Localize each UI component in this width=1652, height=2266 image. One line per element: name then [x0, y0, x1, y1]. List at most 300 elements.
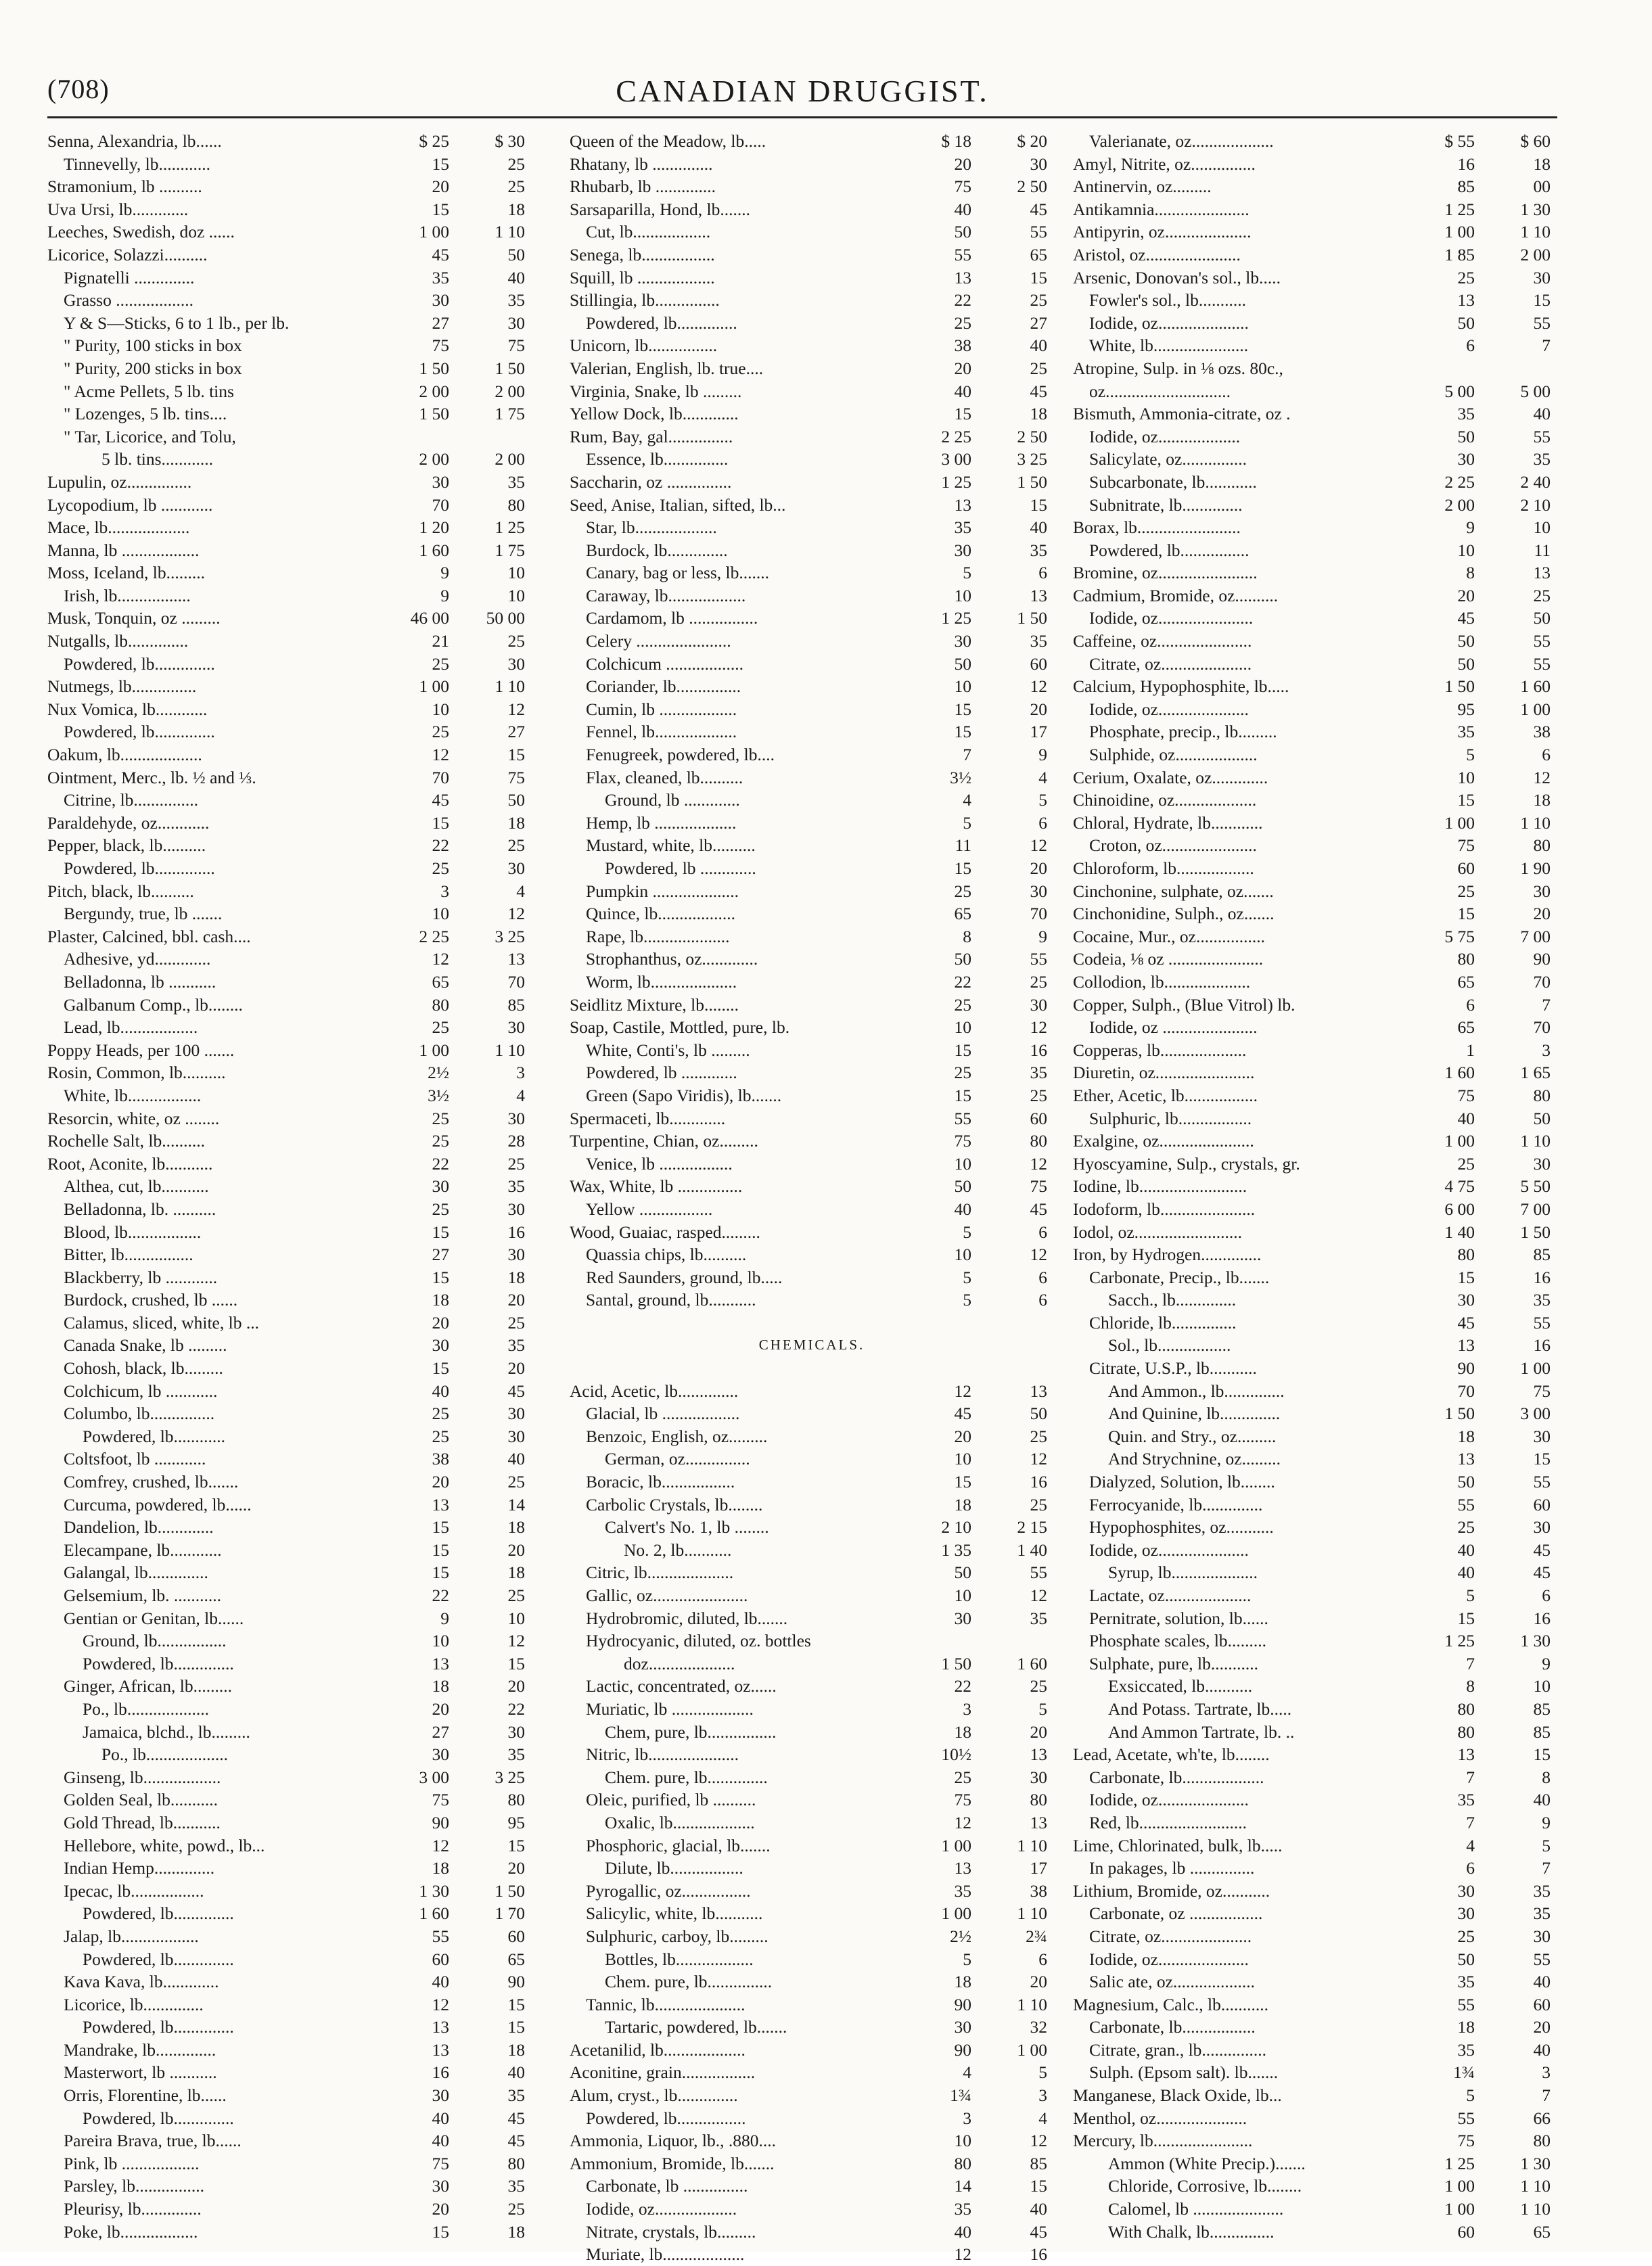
- price-high: 2 40: [1520, 471, 1551, 492]
- item-name: Sol., lb.................: [1108, 1335, 1231, 1356]
- price-row: [570, 312, 1054, 335]
- price-low: 25: [432, 1131, 449, 1151]
- price-low: 15: [954, 1085, 971, 1105]
- price-low: 50: [1457, 631, 1475, 651]
- price-low: 40: [432, 1972, 449, 1992]
- price-low: 22: [432, 1586, 449, 1605]
- item-name: Cadmium, Bromide, oz..........: [1073, 585, 1279, 605]
- item-name: Powdered, lb............: [83, 1426, 226, 1446]
- price-high: 6: [1542, 1586, 1551, 1605]
- item-name: Chloride, Corrosive, lb........: [1108, 2176, 1302, 2196]
- price-high: 45: [1030, 1199, 1047, 1219]
- price-row: [570, 1561, 1054, 1584]
- price-low: 1: [1466, 1040, 1475, 1060]
- item-name: Antikamnia......................: [1073, 199, 1249, 219]
- price-low: 15: [954, 858, 971, 878]
- item-name: doz....................: [624, 1653, 735, 1673]
- price-row: [570, 812, 1054, 835]
- price-high: 5 50: [1520, 1176, 1551, 1197]
- price-high: 10: [507, 1608, 525, 1628]
- item-name: Oxalic, lb...................: [605, 1812, 755, 1832]
- price-row: [47, 2152, 532, 2175]
- item-name: Atropine, Sulp. in ⅛ ozs. 80c.,: [1073, 358, 1283, 378]
- item-name: Curcuma, powdered, lb......: [64, 1494, 252, 1514]
- item-name: Columbo, lb...............: [64, 1404, 215, 1424]
- item-name: Powdered, lb .............: [586, 1063, 737, 1083]
- price-row: [1073, 1880, 1557, 1903]
- price-high: 90: [1533, 949, 1551, 969]
- price-row: [1073, 789, 1557, 812]
- item-name: Burdock, lb..............: [586, 540, 728, 560]
- price-low: 60: [432, 1949, 449, 1969]
- price-high: 30: [1533, 1517, 1551, 1537]
- item-name: Acid, Acetic, lb..............: [570, 1381, 739, 1401]
- price-low: $ 55: [1444, 131, 1475, 151]
- item-name: Bismuth, Ammonia-citrate, oz .: [1073, 404, 1291, 424]
- item-name: Aconitine, grain.................: [570, 2062, 756, 2083]
- price-low: 14: [954, 2176, 971, 2196]
- price-row: [570, 1380, 1054, 1403]
- price-high: 80: [507, 494, 525, 515]
- price-low: 5: [963, 1267, 971, 1287]
- price-high: 40: [507, 267, 525, 287]
- price-high: 50: [1533, 608, 1551, 628]
- price-row: [570, 675, 1054, 698]
- price-row: [47, 1698, 532, 1721]
- price-high: 38: [1533, 722, 1551, 742]
- price-high: 6: [1542, 745, 1551, 765]
- item-name: Pleurisy, lb..............: [64, 2199, 202, 2219]
- price-low: 4: [963, 2062, 971, 2083]
- item-name: Licorice, Solazzi..........: [47, 244, 208, 264]
- price-low: 65: [1457, 1017, 1475, 1038]
- item-name: Stillingia, lb...............: [570, 290, 720, 310]
- price-low: 50: [954, 1563, 971, 1583]
- price-low: 20: [954, 358, 971, 378]
- price-high: 1 30: [1520, 1631, 1551, 1651]
- price-low: 7: [963, 745, 971, 765]
- item-name: Turpentine, Chian, oz.........: [570, 1131, 758, 1151]
- price-high: 60: [1030, 1108, 1047, 1128]
- price-low: 25: [954, 1063, 971, 1083]
- item-name: Nutgalls, lb..............: [47, 631, 189, 651]
- price-low: 12: [954, 1812, 971, 1832]
- price-low: 2 00: [1444, 494, 1475, 515]
- price-low: 2 25: [941, 426, 971, 446]
- price-low: 15: [1457, 904, 1475, 924]
- price-high: 3 00: [1520, 1404, 1551, 1424]
- price-row: [1073, 698, 1557, 721]
- item-name: Seidlitz Mixture, lb........: [570, 994, 739, 1015]
- item-name: Boracic, lb.................: [586, 1472, 735, 1492]
- price-high: 15: [1533, 290, 1551, 310]
- price-row: [570, 766, 1054, 789]
- price-row: [1073, 1243, 1557, 1266]
- price-row: [47, 1902, 532, 1925]
- price-row: [570, 1153, 1054, 1176]
- price-high: 55: [1533, 653, 1551, 674]
- item-name: Powdered, lb..............: [64, 653, 215, 674]
- price-low: 4: [1466, 1835, 1475, 1855]
- price-low: 30: [954, 631, 971, 651]
- price-low: 1 25: [1444, 1631, 1475, 1651]
- item-name: Powdered, lb................: [586, 2108, 746, 2128]
- price-row: [47, 857, 532, 880]
- item-name: Antinervin, oz.........: [1073, 177, 1212, 197]
- item-name: Ipecac, lb.................: [64, 1880, 204, 1901]
- item-name: Rosin, Common, lb..........: [47, 1063, 226, 1083]
- price-high: 20: [507, 1676, 525, 1696]
- price-low: 40: [954, 381, 971, 401]
- item-name: Lycopodium, lb ............: [47, 494, 213, 515]
- price-low: 3: [963, 1698, 971, 1719]
- item-name: Powdered, lb .............: [605, 858, 756, 878]
- price-low: 13: [1457, 1335, 1475, 1356]
- price-high: 17: [1030, 722, 1047, 742]
- price-high: 2 15: [1017, 1517, 1047, 1537]
- price-high: 1 10: [495, 1040, 525, 1060]
- price-high: 9: [1038, 745, 1047, 765]
- price-low: 13: [1457, 290, 1475, 310]
- price-high: 40: [1533, 404, 1551, 424]
- price-low: 25: [432, 858, 449, 878]
- price-low: 38: [432, 1449, 449, 1469]
- price-low: 22: [432, 1153, 449, 1174]
- price-row: [570, 1880, 1054, 1903]
- item-name: Calvert's No. 1, lb ........: [605, 1517, 769, 1537]
- price-row: [47, 834, 532, 857]
- item-name: Bottles, lb..................: [605, 1949, 754, 1969]
- price-high: 15: [1533, 1449, 1551, 1469]
- price-low: 13: [432, 1494, 449, 1514]
- price-low: 1 00: [419, 1040, 449, 1060]
- price-row: [47, 198, 532, 221]
- price-row: [47, 334, 532, 357]
- price-row: [47, 130, 532, 153]
- price-row: [1073, 1857, 1557, 1880]
- price-row: [570, 1175, 1054, 1198]
- item-name: Hyoscyamine, Sulp., crystals, gr.: [1073, 1153, 1300, 1174]
- price-row: [1073, 743, 1557, 766]
- price-low: 50: [1457, 1949, 1475, 1969]
- price-row: [1073, 1834, 1557, 1857]
- price-row: [1073, 675, 1557, 698]
- item-name: Po., lb...................: [101, 1744, 229, 1765]
- price-high: 20: [1030, 1972, 1047, 1992]
- price-low: 1¾: [950, 2085, 971, 2106]
- price-row: [47, 743, 532, 766]
- item-name: Salicylate, oz...............: [1089, 449, 1247, 469]
- price-row: [47, 1016, 532, 1039]
- price-high: 25: [1030, 358, 1047, 378]
- price-low: 1 50: [1444, 1404, 1475, 1424]
- item-name: Mace, lb...................: [47, 517, 190, 538]
- item-name: Cocaine, Mur., oz................: [1073, 926, 1265, 946]
- price-row: [1073, 607, 1557, 630]
- price-row: [570, 971, 1054, 994]
- item-name: Copperas, lb....................: [1073, 1040, 1247, 1060]
- price-high: 8: [1542, 1767, 1551, 1787]
- item-name: Cumin, lb ..................: [586, 699, 737, 719]
- price-row: [570, 880, 1054, 903]
- price-high: 22: [507, 1698, 525, 1719]
- price-high: 35: [507, 471, 525, 492]
- item-name: Iodoform, lb......................: [1073, 1199, 1256, 1219]
- price-low: 12: [432, 745, 449, 765]
- price-low: 75: [432, 336, 449, 356]
- price-low: 3½: [950, 767, 971, 787]
- item-name: Stramonium, lb ..........: [47, 177, 202, 197]
- price-high: 18: [507, 2221, 525, 2242]
- price-high: 5: [1038, 790, 1047, 810]
- price-low: 9: [440, 563, 449, 583]
- price-row: [47, 1266, 532, 1289]
- item-name: Sarsaparilla, Hond, lb.......: [570, 199, 750, 219]
- price-low: 5: [963, 1222, 971, 1242]
- price-low: 6: [1466, 994, 1475, 1015]
- price-row: [570, 653, 1054, 676]
- price-high: 1 90: [1520, 858, 1551, 878]
- price-high: 20: [1533, 2017, 1551, 2037]
- item-name: German, oz...............: [605, 1449, 750, 1469]
- price-low: 10: [432, 699, 449, 719]
- price-low: 22: [954, 1676, 971, 1696]
- item-name: And Potass. Tartrate, lb.....: [1108, 1698, 1292, 1719]
- item-name: Manganese, Black Oxide, lb...: [1073, 2085, 1282, 2106]
- price-row: [1073, 1629, 1557, 1652]
- price-row: [570, 1039, 1054, 1062]
- price-row: [47, 2107, 532, 2130]
- price-high: 30: [1030, 154, 1047, 174]
- price-high: 50: [1533, 1108, 1551, 1128]
- price-row: [47, 698, 532, 721]
- price-row: [570, 1766, 1054, 1789]
- item-name: Cardamom, lb ................: [586, 608, 758, 628]
- price-high: 12: [1030, 1017, 1047, 1038]
- price-low: 65: [432, 971, 449, 992]
- item-name: Ground, lb................: [83, 1631, 227, 1651]
- price-low: 10: [954, 1449, 971, 1469]
- item-name: Powdered, lb..............: [83, 1903, 234, 1924]
- item-name: Plaster, Calcined, bbl. cash....: [47, 926, 251, 946]
- price-high: 55: [1533, 1472, 1551, 1492]
- item-name: Oakum, lb...................: [47, 745, 202, 765]
- price-row: [570, 743, 1054, 766]
- price-low: 10: [954, 1153, 971, 1174]
- price-low: 10: [954, 676, 971, 697]
- price-low: 6: [1466, 1858, 1475, 1878]
- price-low: 1 25: [941, 608, 971, 628]
- price-high: 12: [1533, 767, 1551, 787]
- price-low: 45: [1457, 1312, 1475, 1333]
- item-name: Pepper, black, lb..........: [47, 835, 206, 856]
- price-low: 1 20: [419, 517, 449, 538]
- price-low: 4 75: [1444, 1176, 1475, 1197]
- item-name: Cohosh, black, lb.........: [64, 1358, 223, 1379]
- item-name: Coriander, lb...............: [586, 676, 741, 697]
- item-name: Valerian, English, lb. true....: [570, 358, 764, 378]
- price-row: [47, 312, 532, 335]
- price-row: [1073, 630, 1557, 653]
- price-high: 30: [1533, 267, 1551, 287]
- price-row: [570, 1130, 1054, 1153]
- price-low: 18: [954, 1721, 971, 1742]
- price-low: 13: [432, 1653, 449, 1673]
- price-low: 70: [432, 767, 449, 787]
- item-name: Bergundy, true, lb .......: [64, 904, 223, 924]
- price-low: 10: [954, 1245, 971, 1265]
- price-row: [570, 1925, 1054, 1948]
- price-row: [1073, 1539, 1557, 1562]
- item-name: Venice, lb .................: [586, 1153, 733, 1174]
- item-name: Paraldehyde, oz............: [47, 812, 210, 833]
- price-high: 1 75: [495, 404, 525, 424]
- item-name: Masterwort, lb ...........: [64, 2062, 217, 2083]
- item-name: Benzoic, English, oz.........: [586, 1426, 768, 1446]
- price-row: [1073, 925, 1557, 948]
- price-low: 1 25: [1444, 2153, 1475, 2173]
- price-row: [570, 153, 1054, 176]
- item-name: Y & S—Sticks, 6 to 1 lb., per lb.: [64, 313, 290, 333]
- price-low: 1 00: [1444, 2199, 1475, 2219]
- price-row: [1073, 402, 1557, 425]
- price-row: [47, 675, 532, 698]
- price-row: [47, 584, 532, 607]
- price-high: 20: [507, 1358, 525, 1379]
- price-low: 1 00: [1444, 222, 1475, 242]
- price-high: 25: [507, 1586, 525, 1605]
- price-low: 15: [954, 1472, 971, 1492]
- item-name: Powdered, lb..............: [586, 313, 737, 333]
- item-name: Lithium, Bromide, oz...........: [1073, 1880, 1270, 1901]
- item-name: Fenugreek, powdered, lb....: [586, 745, 775, 765]
- price-row: [570, 2243, 1054, 2266]
- item-name: oz.............................: [1089, 381, 1231, 401]
- price-low: 20: [954, 1426, 971, 1446]
- price-high: 90: [507, 1972, 525, 1992]
- price-row: [1073, 1402, 1557, 1425]
- price-high: 16: [1533, 1267, 1551, 1287]
- price-low: 20: [432, 1312, 449, 1333]
- price-high: 12: [1030, 676, 1047, 697]
- price-row: [570, 357, 1054, 380]
- price-high: 30: [507, 1017, 525, 1038]
- price-high: 3: [1542, 2062, 1551, 2083]
- price-high: 16: [1533, 1608, 1551, 1628]
- price-low: 5: [963, 1290, 971, 1310]
- item-name: Exalgine, oz......................: [1073, 1131, 1254, 1151]
- price-high: 10: [507, 585, 525, 605]
- price-row: [570, 2016, 1054, 2039]
- price-low: 15: [432, 1358, 449, 1379]
- price-high: 1 75: [495, 540, 525, 560]
- price-row: [1073, 1175, 1557, 1198]
- price-row: [47, 1243, 532, 1266]
- item-name: Nitrate, crystals, lb.........: [586, 2221, 756, 2242]
- price-row: [1073, 539, 1557, 562]
- price-row: [570, 1652, 1054, 1675]
- price-high: 1 70: [495, 1903, 525, 1924]
- item-name: Chem. pure, lb..............: [605, 1767, 768, 1787]
- price-row: [570, 1902, 1054, 1925]
- item-name: Celery ......................: [586, 631, 731, 651]
- price-low: 3½: [428, 1085, 449, 1105]
- price-low: 16: [432, 2062, 449, 2083]
- price-row: [570, 1743, 1054, 1766]
- item-name: Quin. and Stry., oz.........: [1108, 1426, 1277, 1446]
- price-row: [1073, 130, 1557, 153]
- price-high: 75: [507, 767, 525, 787]
- item-name: White, lb.................: [64, 1085, 202, 1105]
- item-name: Pernitrate, solution, lb......: [1089, 1608, 1268, 1628]
- price-high: 30: [1030, 1767, 1047, 1787]
- price-high: 5: [1038, 1698, 1047, 1719]
- price-high: 15: [1030, 267, 1047, 287]
- price-high: 30: [1030, 994, 1047, 1015]
- price-row: [47, 812, 532, 835]
- price-high: 32: [1030, 2017, 1047, 2037]
- price-low: 80: [954, 2153, 971, 2173]
- item-name: With Chalk, lb...............: [1108, 2221, 1275, 2242]
- item-name: Nitric, lb.....................: [586, 1744, 739, 1765]
- price-row: [47, 1130, 532, 1153]
- price-low: 55: [1457, 1494, 1475, 1514]
- price-high: 12: [507, 1631, 525, 1651]
- price-high: 9: [1542, 1812, 1551, 1832]
- item-name: Spermaceti, lb.............: [570, 1108, 726, 1128]
- item-name: Alum, cryst., lb..............: [570, 2085, 738, 2106]
- price-row: [47, 971, 532, 994]
- price-row: [1073, 1948, 1557, 1971]
- price-row: [1073, 267, 1557, 290]
- price-low: 30: [1457, 449, 1475, 469]
- price-low: 30: [1457, 1880, 1475, 1901]
- item-name: Calomel, lb .....................: [1108, 2199, 1284, 2219]
- item-name: Hypophosphites, oz...........: [1089, 1517, 1274, 1537]
- price-high: 12: [1030, 1586, 1047, 1605]
- item-name: Fowler's sol., lb...........: [1089, 290, 1246, 310]
- price-low: 1 85: [1444, 244, 1475, 264]
- item-name: Rape, lb....................: [586, 926, 730, 946]
- price-high: 7: [1542, 2085, 1551, 2106]
- price-row: [47, 1788, 532, 1811]
- journal-title: CANADIAN DRUGGIST.: [616, 74, 989, 108]
- item-name: Ether, Acetic, lb.................: [1073, 1085, 1258, 1105]
- price-low: 6: [1466, 336, 1475, 356]
- price-low: 13: [1457, 1449, 1475, 1469]
- price-low: 11: [955, 835, 971, 856]
- item-name: Hydrobromic, diluted, lb.......: [586, 1608, 788, 1628]
- price-high: 65: [1533, 2221, 1551, 2242]
- price-high: 3: [1038, 2085, 1047, 2106]
- price-row: [1073, 1902, 1557, 1925]
- price-row: [570, 1629, 1054, 1652]
- price-row: [570, 1516, 1054, 1539]
- item-name: Lead, lb..................: [64, 1017, 198, 1038]
- price-row: [570, 1811, 1054, 1834]
- price-low: 10: [432, 904, 449, 924]
- price-high: 1 60: [1017, 1653, 1047, 1673]
- item-name: Adhesive, yd.............: [64, 949, 211, 969]
- price-high: 30: [507, 313, 525, 333]
- item-name: Pink, lb ..................: [64, 2153, 200, 2173]
- price-high: 55: [1030, 1563, 1047, 1583]
- price-low: 75: [954, 1131, 971, 1151]
- page-number: (708): [47, 74, 110, 104]
- price-high: 30: [507, 1721, 525, 1742]
- price-low: 75: [432, 2153, 449, 2173]
- item-name: Valerianate, oz...................: [1089, 131, 1274, 151]
